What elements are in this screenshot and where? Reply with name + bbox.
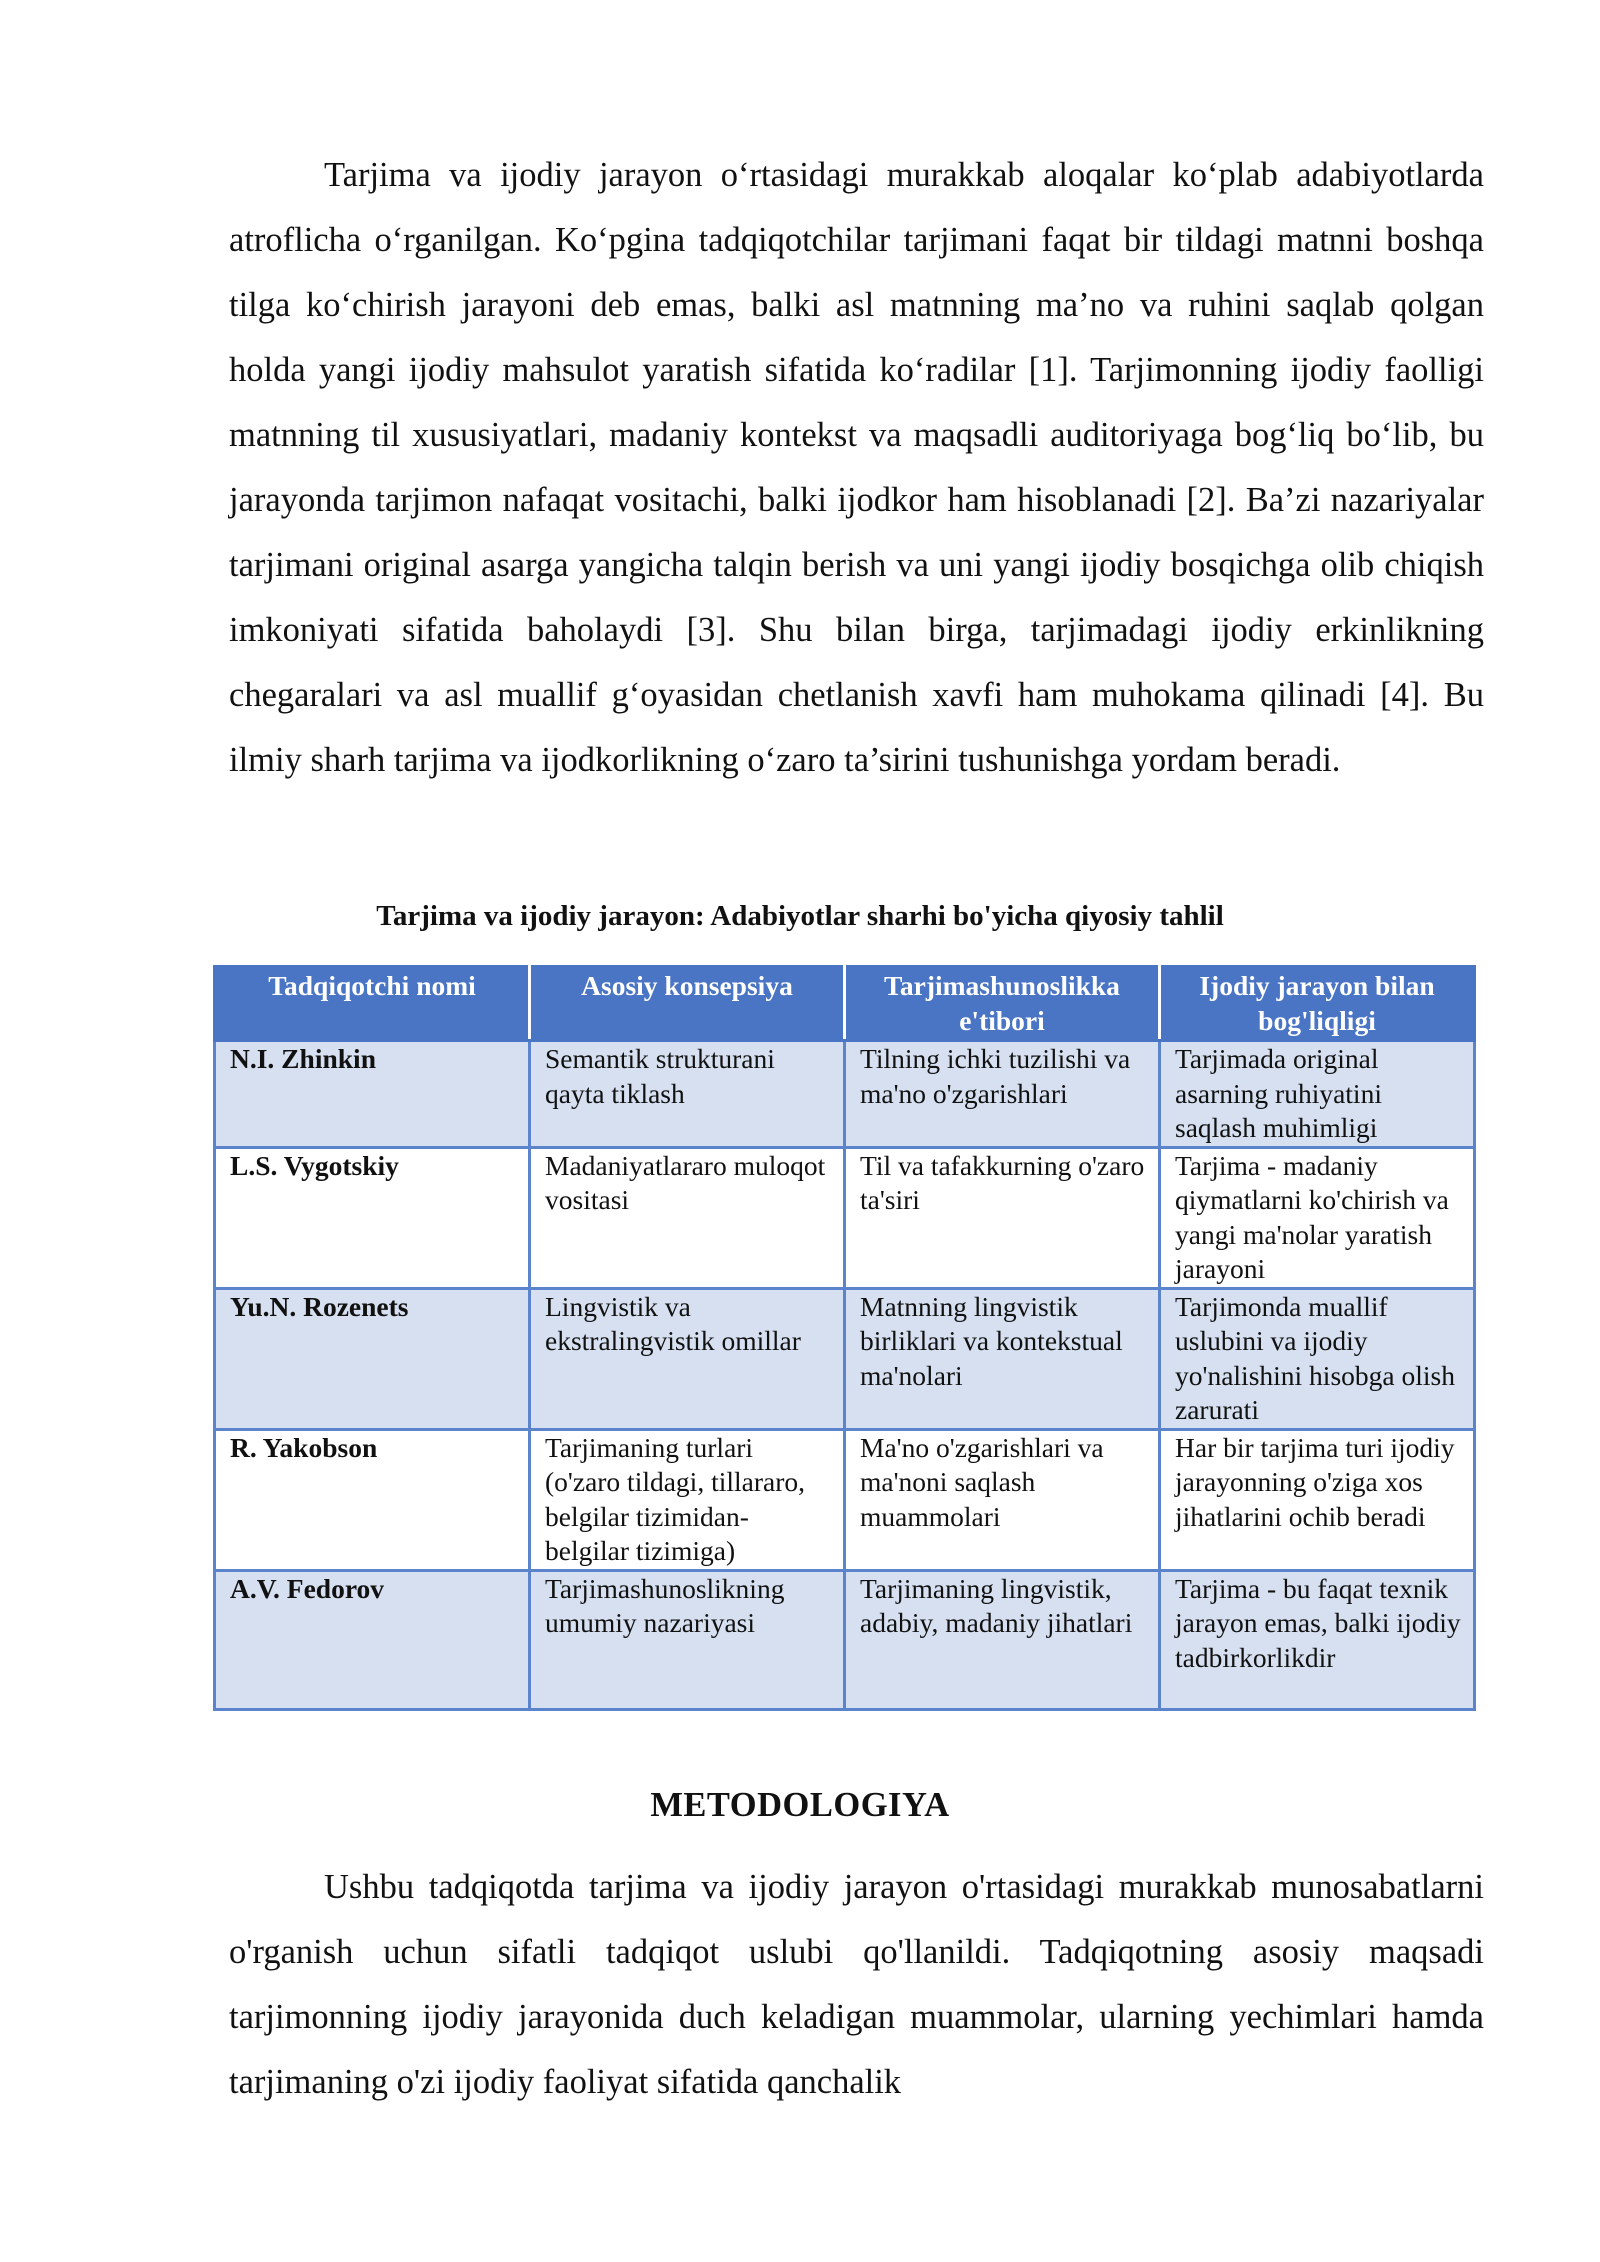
table-title: Tarjima va ijodiy jarayon: Adabiyotlar sharhi bo'yicha qiyosiy tahlil [376, 900, 1224, 932]
table-row [215, 1570, 1475, 1709]
translation-focus-cell: Matnning lingvistik birliklari va kontekstual ma'nolari [845, 1288, 1160, 1429]
main-concept-cell: Tarjimashunoslikning umumiy nazariyasi [530, 1570, 845, 1709]
researcher-name: L.S. Vygotskiy [215, 1147, 530, 1288]
table-row [215, 1288, 1475, 1429]
main-concept-cell: Semantik strukturani qayta tiklash [530, 1041, 845, 1148]
translation-focus-cell: Ma'no o'zgarishlari va ma'noni saqlash muammolari [845, 1429, 1160, 1570]
creative-link-cell: Har bir tarjima turi ijodiy jarayonning o'ziga xos jihatlarini ochib beradi [1160, 1429, 1475, 1570]
translation-focus-cell: Tarjimaning lingvistik, adabiy, madaniy jihatlari [845, 1570, 1160, 1709]
main-concept-cell: Tarjimaning turlari (o'zaro tildagi, tillararo, belgilar tizimidan-belgilar tizimiga) [530, 1429, 845, 1570]
creative-link-cell: Tarjima - bu faqat texnik jarayon emas, balki ijodiy tadbirkorlikdir [1160, 1570, 1475, 1709]
creative-link-cell: Tarjimada original asarning ruhiyatini saqlash muhimligi [1160, 1041, 1475, 1148]
main-concept-cell: Lingvistik va ekstralingvistik omillar [530, 1288, 845, 1429]
section-heading: METODOLOGIYA [650, 1786, 950, 1824]
header-translation-focus: Tarjimashunoslikka e'tibori [845, 967, 1160, 1041]
header-creative-link: Ijodiy jarayon bilan bog'liqligi [1160, 967, 1475, 1041]
main-concept-cell: Madaniyatlararo muloqot vositasi [530, 1147, 845, 1288]
header-researcher: Tadqiqotchi nomi [215, 967, 530, 1041]
table-row [215, 1147, 1475, 1288]
intro-paragraph: Tarjima va ijodiy jarayon o‘rtasidagi murakkab aloqalar ko‘plab adabiyotlarda atroflicha o‘rganilgan. Ko‘pgina tadqiqotchilar tarjimani faqat bir tildagi matnni boshqa tilga ko‘chirish jarayoni deb emas, balki asl matnning ma’no va ruhini saqlab qolgan holda yangi ijodiy mahsulot yaratish sifatida ko‘radilar [1]. Tarjimonning ijodiy faolligi matnning til xususiyatlari, madaniy kontekst va maqsadli auditoriyaga bog‘liq bo‘lib, bu jarayonda tarjimon nafaqat vositachi, balki ijodkor ham hisoblanadi [2]. Ba’zi nazariyalar tarjimani original asarga yangicha talqin berish va uni yangi ijodiy bosqichga olib chiqish imkoniyati sifatida baholaydi [3]. Shu bilan birga, tarjimadagi ijodiy erkinlikning chegaralari va asl muallif g‘oyasidan chetlanish xavfi ham muhokama qilinadi [4]. Bu ilmiy sharh tarjima va ijodkorlikning o‘zaro ta’sirini tushunishga yordam beradi. [229, 156, 1484, 779]
methodology-paragraph: Ushbu tadqiqotda tarjima va ijodiy jarayon o'rtasidagi murakkab munosabatlarni o'rganish uchun sifatli tadqiqot uslubi qo'llanildi. Tadqiqotning asosiy maqsadi tarjimonning ijodiy jarayonida duch keladigan muammolar, ularning yechimlari hamda tarjimaning o'zi ijodiy faoliyat sifatida qanchalik [229, 1868, 1484, 2101]
researcher-name: Yu.N. Rozenets [215, 1288, 530, 1429]
literature-comparison-table [213, 965, 1476, 1711]
translation-focus-cell: Til va tafakkurning o'zaro ta'siri [845, 1147, 1160, 1288]
researcher-name: N.I. Zhinkin [215, 1041, 530, 1148]
translation-focus-cell: Tilning ichki tuzilishi va ma'no o'zgarishlari [845, 1041, 1160, 1148]
table-row [215, 1429, 1475, 1570]
creative-link-cell: Tarjima - madaniy qiymatlarni ko'chirish va yangi ma'nolar yaratish jarayoni [1160, 1147, 1475, 1288]
table-header-row [215, 967, 1475, 1041]
header-main-concept: Asosiy konsepsiya [530, 967, 845, 1041]
researcher-name: A.V. Fedorov [215, 1570, 530, 1709]
table-row [215, 1041, 1475, 1148]
creative-link-cell: Tarjimonda muallif uslubini va ijodiy yo'nalishini hisobga olish zarurati [1160, 1288, 1475, 1429]
researcher-name: R. Yakobson [215, 1429, 530, 1570]
